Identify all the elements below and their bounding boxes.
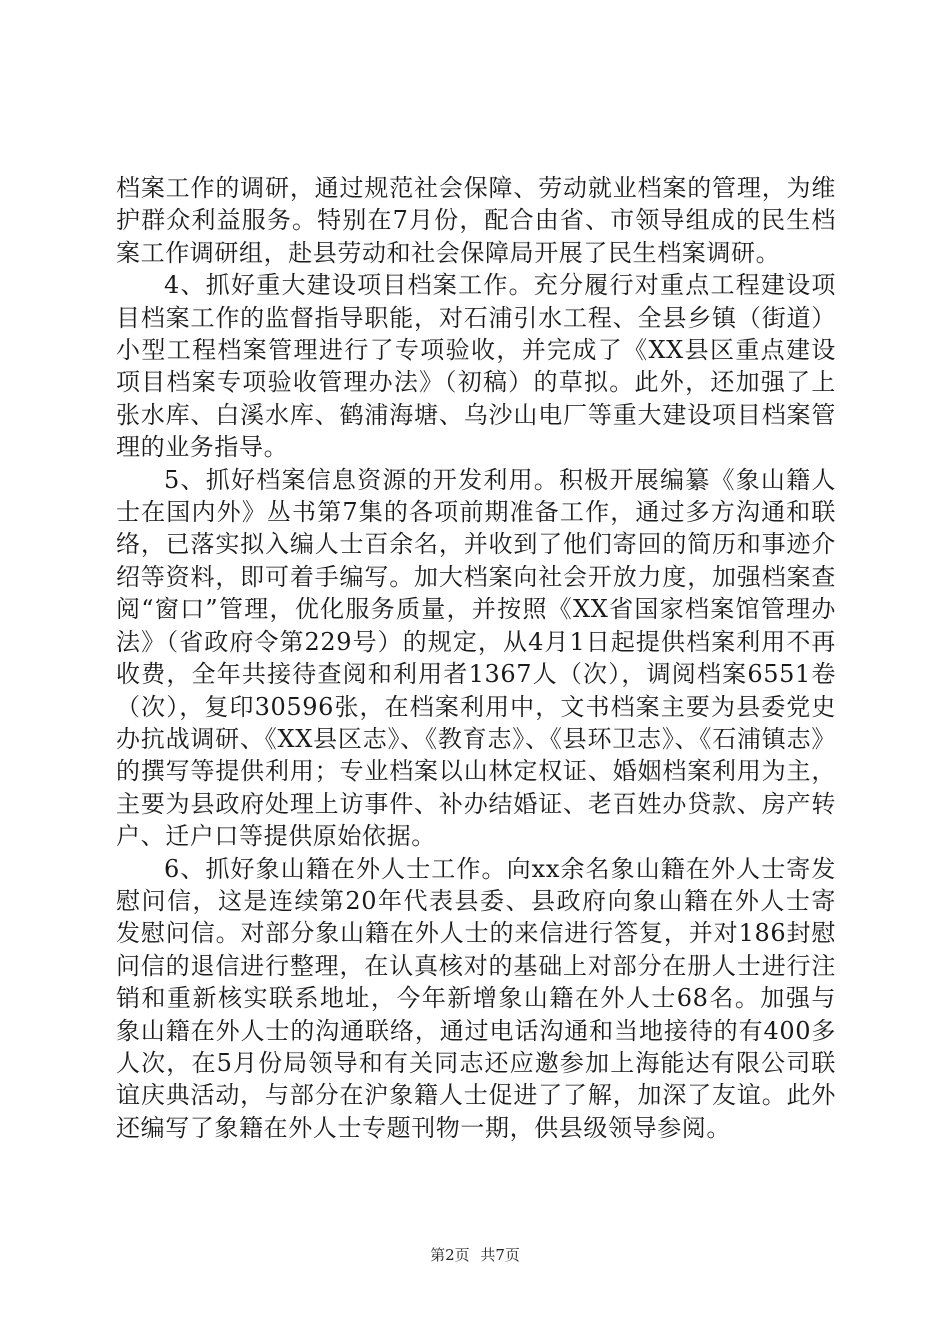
page-footer xyxy=(0,1245,950,1265)
page-total: 共7页 xyxy=(480,1246,520,1264)
paragraph-item-4: 4、抓好重大建设项目档案工作。充分履行对重点工程建设项目档案工作的监督指导职能，对石浦引水工程、全县乡镇（街道）小型工程档案管理进行了专项验收，并完成了《XX县区重点建设项目档案专项验收管理办法》（初稿）的草拟。此外，还加强了上张水库、白溪水库、鹤浦海塘、乌沙山电厂等重大建设项目档案管理的业务指导。 xyxy=(116,271,836,462)
paragraph-item-6: 6、抓好象山籍在外人士工作。向xx余名象山籍在外人士寄发慰问信，这是连续第20年代表县委、县政府向象山籍在外人士寄发慰问信。对部分象山籍在外人士的来信进行答复，并对186封慰问信的退信进行整理，在认真核对的基础上对部分在册人士进行注销和重新核实联系地址，今年新增象山籍在外人士68名。加强与象山籍在外人士的沟通联络，通过电话沟通和当地接待的有400多人次，在5月份局领导和有关同志还应邀参加上海能达有限公司联谊庆典活动，与部分在沪象籍人士促进了了解，加深了友谊。此外还编写了象籍在外人士专题刊物一期，供县级领导参阅。 xyxy=(116,854,836,1142)
document-body xyxy=(116,172,836,1144)
paragraph-intro: 档案工作的调研，通过规范社会保障、劳动就业档案的管理，为维护群众利益服务。特别在7月份，配合由省、市领导组成的民生档案工作调研组，赴县劳动和社会保障局开展了民生档案调研。 xyxy=(116,174,836,267)
page-number: 第2页 xyxy=(430,1246,470,1264)
paragraph-item-5: 5、抓好档案信息资源的开发利用。积极开展编纂《象山籍人士在国内外》丛书第7集的各项前期准备工作，通过多方沟通和联络，已落实拟入编人士百余名，并收到了他们寄回的简历和事迹介绍等资料，即可着手编写。加大档案向社会开放力度，加强档案查阅“窗口”管理，优化服务质量，并按照《XX省国家档案馆管理办法》（省政府令第229号）的规定，从4月1日起提供档案利用不再收费，全年共接待查阅和利用者1367人（次），调阅档案6551卷（次），复印30596张，在档案利用中，文书档案主要为县委党史办抗战调研、《XX县区志》、《教育志》、《县环卫志》、《石浦镇志》的撰写等提供利用；专业档案以山林定权证、婚姻档案利用为主，主要为县政府处理上访事件、补办结婚证、老百姓办贷款、房产转户、迁户口等提供原始依据。 xyxy=(116,465,836,851)
